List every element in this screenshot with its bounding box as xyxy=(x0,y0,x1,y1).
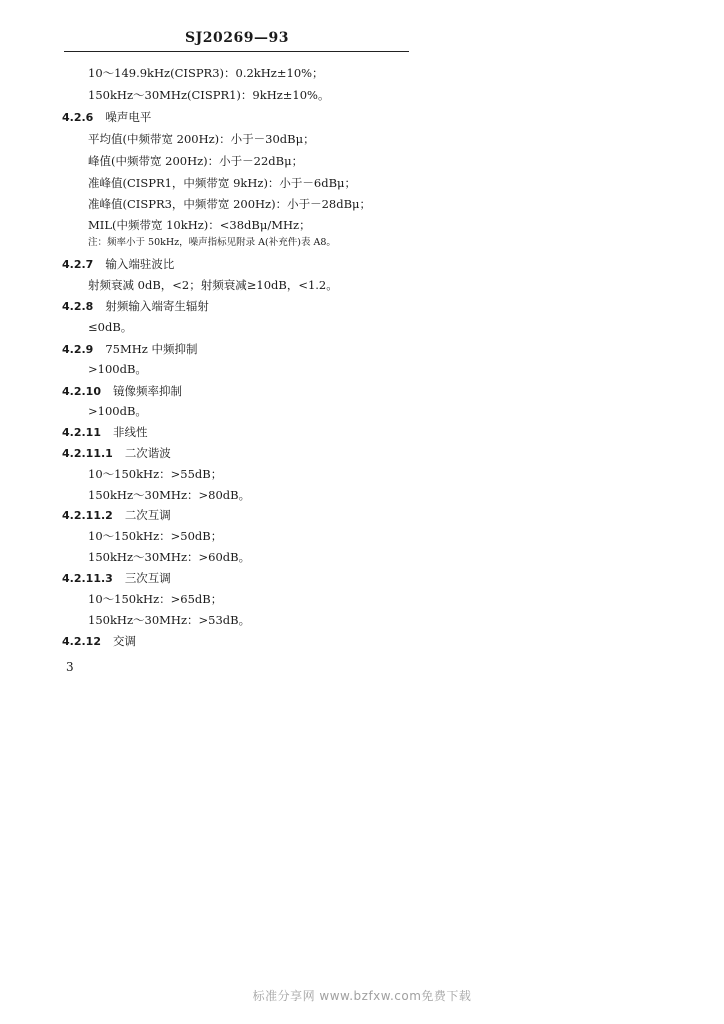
header-rule xyxy=(64,51,409,52)
section-title: 二次谐波 xyxy=(124,446,171,460)
section-number: 4.2.11.2 xyxy=(62,509,113,522)
body-line: >100dB。 xyxy=(88,362,147,376)
section-heading xyxy=(62,446,171,461)
section-number: 4.2.7 xyxy=(62,258,94,271)
body-line: MIL(中频带宽 10kHz)：<38dBμ/MHz； xyxy=(88,218,311,232)
section-title: 镜像频率抑制 xyxy=(112,384,182,398)
body-line: 准峰值(CISPR3，中频带宽 200Hz)：小于－28dBμ； xyxy=(88,197,372,211)
body-line: 10～150kHz：>65dB； xyxy=(88,592,223,606)
section-title: 射频输入端寄生辐射 xyxy=(105,299,209,313)
body-line: >100dB。 xyxy=(88,404,147,418)
section-number: 4.2.11.1 xyxy=(62,447,113,460)
watermark-text[interactable]: 标准分享网 www.bzfxw.com免费下载 xyxy=(252,989,472,1003)
body-line: 150kHz～30MHz：>80dB。 xyxy=(88,488,251,502)
note-line: 注：频率小于 50kHz，噪声指标见附录 A(补充件)表 A8。 xyxy=(88,237,336,248)
body-line: 10～149.9kHz(CISPR3)：0.2kHz±10%； xyxy=(88,66,324,80)
section-number: 4.2.10 xyxy=(62,385,101,398)
section-title: 噪声电平 xyxy=(105,110,152,124)
body-line: 10～150kHz：>55dB； xyxy=(88,467,223,481)
body-line: 平均值(中频带宽 200Hz)：小于－30dBμ； xyxy=(88,132,315,146)
section-heading xyxy=(62,571,171,586)
section-heading xyxy=(62,634,136,649)
section-heading xyxy=(62,110,151,125)
body-line: ≤0dB。 xyxy=(88,320,133,334)
body-line: 150kHz～30MHz(CISPR1)：9kHz±10%。 xyxy=(88,88,330,102)
section-heading xyxy=(62,425,147,440)
section-number: 4.2.8 xyxy=(62,300,94,313)
section-title: 非线性 xyxy=(112,425,148,439)
page-header: SJ20269—93 xyxy=(185,30,289,46)
section-heading xyxy=(62,299,209,314)
section-title: 输入端驻波比 xyxy=(105,257,175,271)
section-heading xyxy=(62,508,171,523)
section-number: 4.2.6 xyxy=(62,111,94,124)
section-title: 三次互调 xyxy=(124,571,171,585)
body-line: 150kHz～30MHz：>60dB。 xyxy=(88,550,251,564)
section-number: 4.2.11.3 xyxy=(62,572,113,585)
section-number: 4.2.9 xyxy=(62,343,94,356)
section-title: 75MHz 中频抑制 xyxy=(105,342,198,356)
section-heading xyxy=(62,342,197,357)
section-heading xyxy=(62,257,174,272)
body-line: 射频衰减 0dB，<2；射频衰减≥10dB，<1.2。 xyxy=(88,278,338,292)
section-heading xyxy=(62,384,182,399)
body-line: 10～150kHz：>50dB； xyxy=(88,529,223,543)
body-line: 峰值(中频带宽 200Hz)：小于－22dBμ； xyxy=(88,154,304,168)
section-title: 交调 xyxy=(112,634,136,648)
section-title: 二次互调 xyxy=(124,508,171,522)
section-number: 4.2.12 xyxy=(62,635,101,648)
page-number: 3 xyxy=(66,660,74,674)
body-line: 150kHz～30MHz：>53dB。 xyxy=(88,613,251,627)
body-line: 准峰值(CISPR1，中频带宽 9kHz)：小于－6dBμ； xyxy=(88,176,357,190)
section-number: 4.2.11 xyxy=(62,426,101,439)
